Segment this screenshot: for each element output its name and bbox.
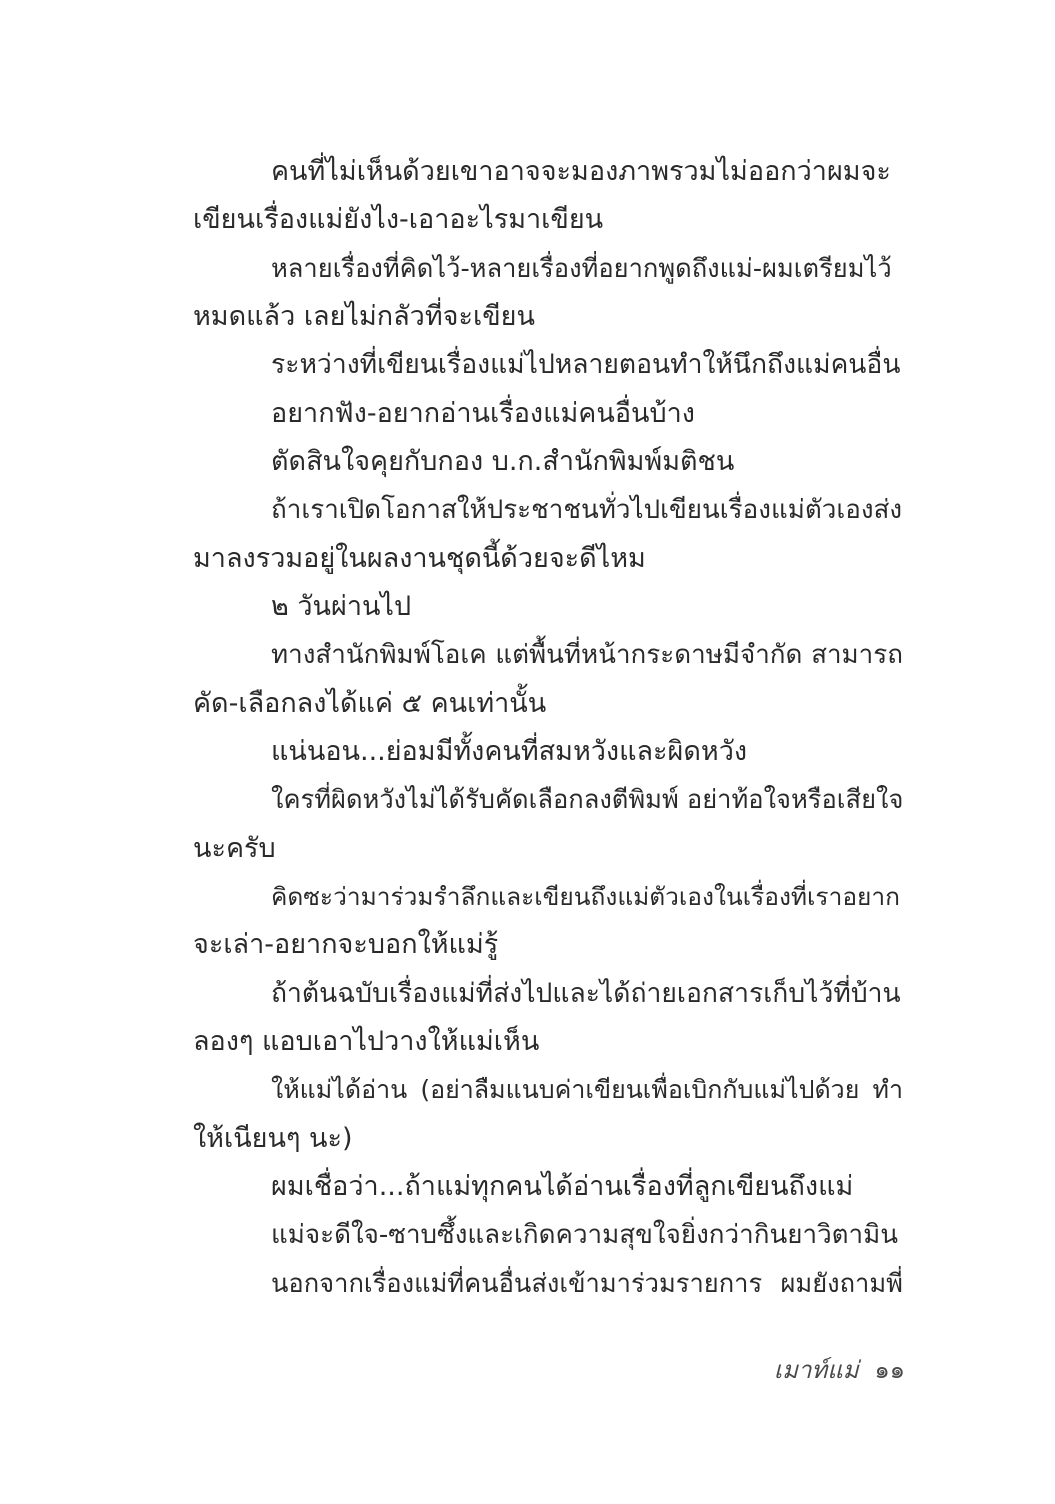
- text-line-24: นอกจากเรื่องแม่ที่คนอื่นส่งเข้ามาร่วมรายการ ผมยังถามพี่: [271, 1269, 903, 1299]
- text-line-7: ตัดสินใจคุยกับกอง บ.ก.สำนักพิมพ์มติชน: [271, 446, 735, 477]
- text-line-23: แม่จะดีใจ-ซาบซึ้งและเกิดความสุขใจยิ่งกว่ากินยาวิตามิน: [271, 1220, 899, 1250]
- text-line-19: ลองๆ แอบเอาไปวางให้แม่เห็น: [193, 1026, 540, 1057]
- text-line-1: คนที่ไม่เห็นด้วยเขาอาจจะมองภาพรวมไม่ออกว่าผมจะ: [271, 156, 891, 187]
- text-line-10: ๒ วันผ่านไป: [271, 591, 412, 622]
- text-line-4: หมดแล้ว เลยไม่กลัวที่จะเขียน: [193, 301, 535, 332]
- text-line-16: คิดซะว่ามาร่วมรำลึกและเขียนถึงแม่ตัวเองในเรื่องที่เราอยาก: [271, 882, 901, 911]
- text-line-21: ให้เนียนๆ นะ): [193, 1123, 353, 1154]
- running-title: เมาท์แม่: [773, 1356, 859, 1384]
- text-line-15: นะครับ: [193, 833, 276, 864]
- text-line-13: แน่นอน...ย่อมมีทั้งคนที่สมหวังและผิดหวัง: [271, 736, 748, 767]
- text-line-12: คัด-เลือกลงได้แค่ ๕ คนเท่านั้น: [193, 688, 547, 719]
- text-line-20: ให้แม่ได้อ่าน (อย่าลืมแนบค่าเขียนเพื่อเบิกกับแม่ไปด้วย ทำ: [271, 1075, 903, 1104]
- text-line-18: ถ้าต้นฉบับเรื่องแม่ที่ส่งไปและได้ถ่ายเอกสารเก็บไว้ที่บ้าน: [271, 978, 901, 1009]
- text-line-6: อยากฟัง-อยากอ่านเรื่องแม่คนอื่นบ้าง: [271, 398, 695, 429]
- text-line-8: ถ้าเราเปิดโอกาสให้ประชาชนทั่วไปเขียนเรื่องแม่ตัวเองส่ง: [271, 495, 903, 525]
- text-line-9: มาลงรวมอยู่ในผลงานชุดนี้ด้วยจะดีไหม: [193, 543, 646, 574]
- text-line-17: จะเล่า-อยากจะบอกให้แม่รู้: [193, 929, 499, 960]
- text-line-22: ผมเชื่อว่า...ถ้าแม่ทุกคนได้อ่านเรื่องที่ลูกเขียนถึงแม่: [271, 1171, 854, 1202]
- page-number: ๑๑: [874, 1356, 905, 1384]
- text-line-14: ใครที่ผิดหวังไม่ได้รับคัดเลือกลงตีพิมพ์ อย่าท้อใจหรือเสียใจ: [271, 785, 904, 815]
- page-footer: [774, 1350, 905, 1389]
- text-line-3: หลายเรื่องที่คิดไว้-หลายเรื่องที่อยากพูดถึงแม่-ผมเตรียมไว้: [271, 254, 892, 284]
- text-line-5: ระหว่างที่เขียนเรื่องแม่ไปหลายตอนทำให้นึกถึงแม่คนอื่น: [271, 349, 901, 380]
- text-line-11: ทางสำนักพิมพ์โอเค แต่พื้นที่หน้ากระดาษมีจำกัด สามารถ: [271, 640, 903, 670]
- text-line-2: เขียนเรื่องแม่ยังไง-เอาอะไรมาเขียน: [193, 204, 604, 235]
